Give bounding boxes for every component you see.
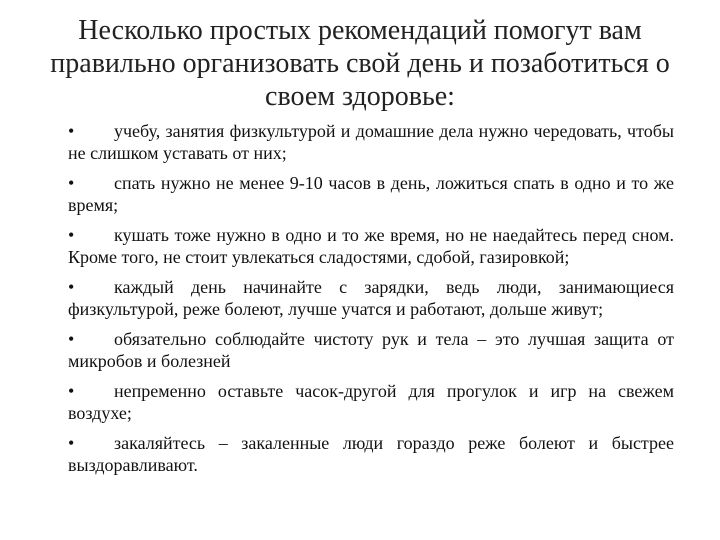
list-item (68, 121, 674, 164)
list-item (68, 225, 674, 268)
list-item (68, 329, 674, 372)
bullet-icon: • (68, 381, 75, 401)
bullet-icon: • (68, 329, 75, 349)
list-item-text: кушать тоже нужно в одно и то же время, но не наедайтесь перед сном. Кроме того, не стоит увлекаться сладостями, сдобой, газировкой; (68, 225, 674, 267)
bullet-icon: • (68, 173, 75, 193)
list-item-text: закаляйтесь – закаленные люди гораздо реже болеют и быстрее выздоравливают. (68, 433, 674, 475)
list-item (68, 173, 674, 216)
bullet-icon: • (68, 225, 75, 245)
bullet-icon: • (68, 433, 75, 453)
list-item (68, 277, 674, 320)
bullet-icon: • (68, 121, 75, 141)
list-item-text: учебу, занятия физкультурой и домашние дела нужно чередовать, чтобы не слишком уставать от них; (68, 121, 674, 163)
list-item-text: непременно оставьте часок-другой для прогулок и игр на свежем воздухе; (68, 381, 674, 423)
list-item (68, 381, 674, 424)
list-item (68, 433, 674, 476)
list-item-text: обязательно соблюдайте чистоту рук и тела – это лучшая защита от микробов и болезней (68, 329, 674, 371)
bullet-icon: • (68, 277, 75, 297)
list-item-text: спать нужно не менее 9-10 часов в день, ложиться спать в одно и то же время; (68, 173, 674, 215)
slide-title: Несколько простых рекомендаций помогут вам правильно организовать свой день и позаботиться о своем здоровье: (50, 15, 670, 112)
list-item-text: каждый день начинайте с зарядки, ведь люди, занимающиеся физкультурой, реже болеют, лучше учатся и работают, дольше живут; (68, 277, 674, 319)
recommendations-list (38, 121, 682, 476)
